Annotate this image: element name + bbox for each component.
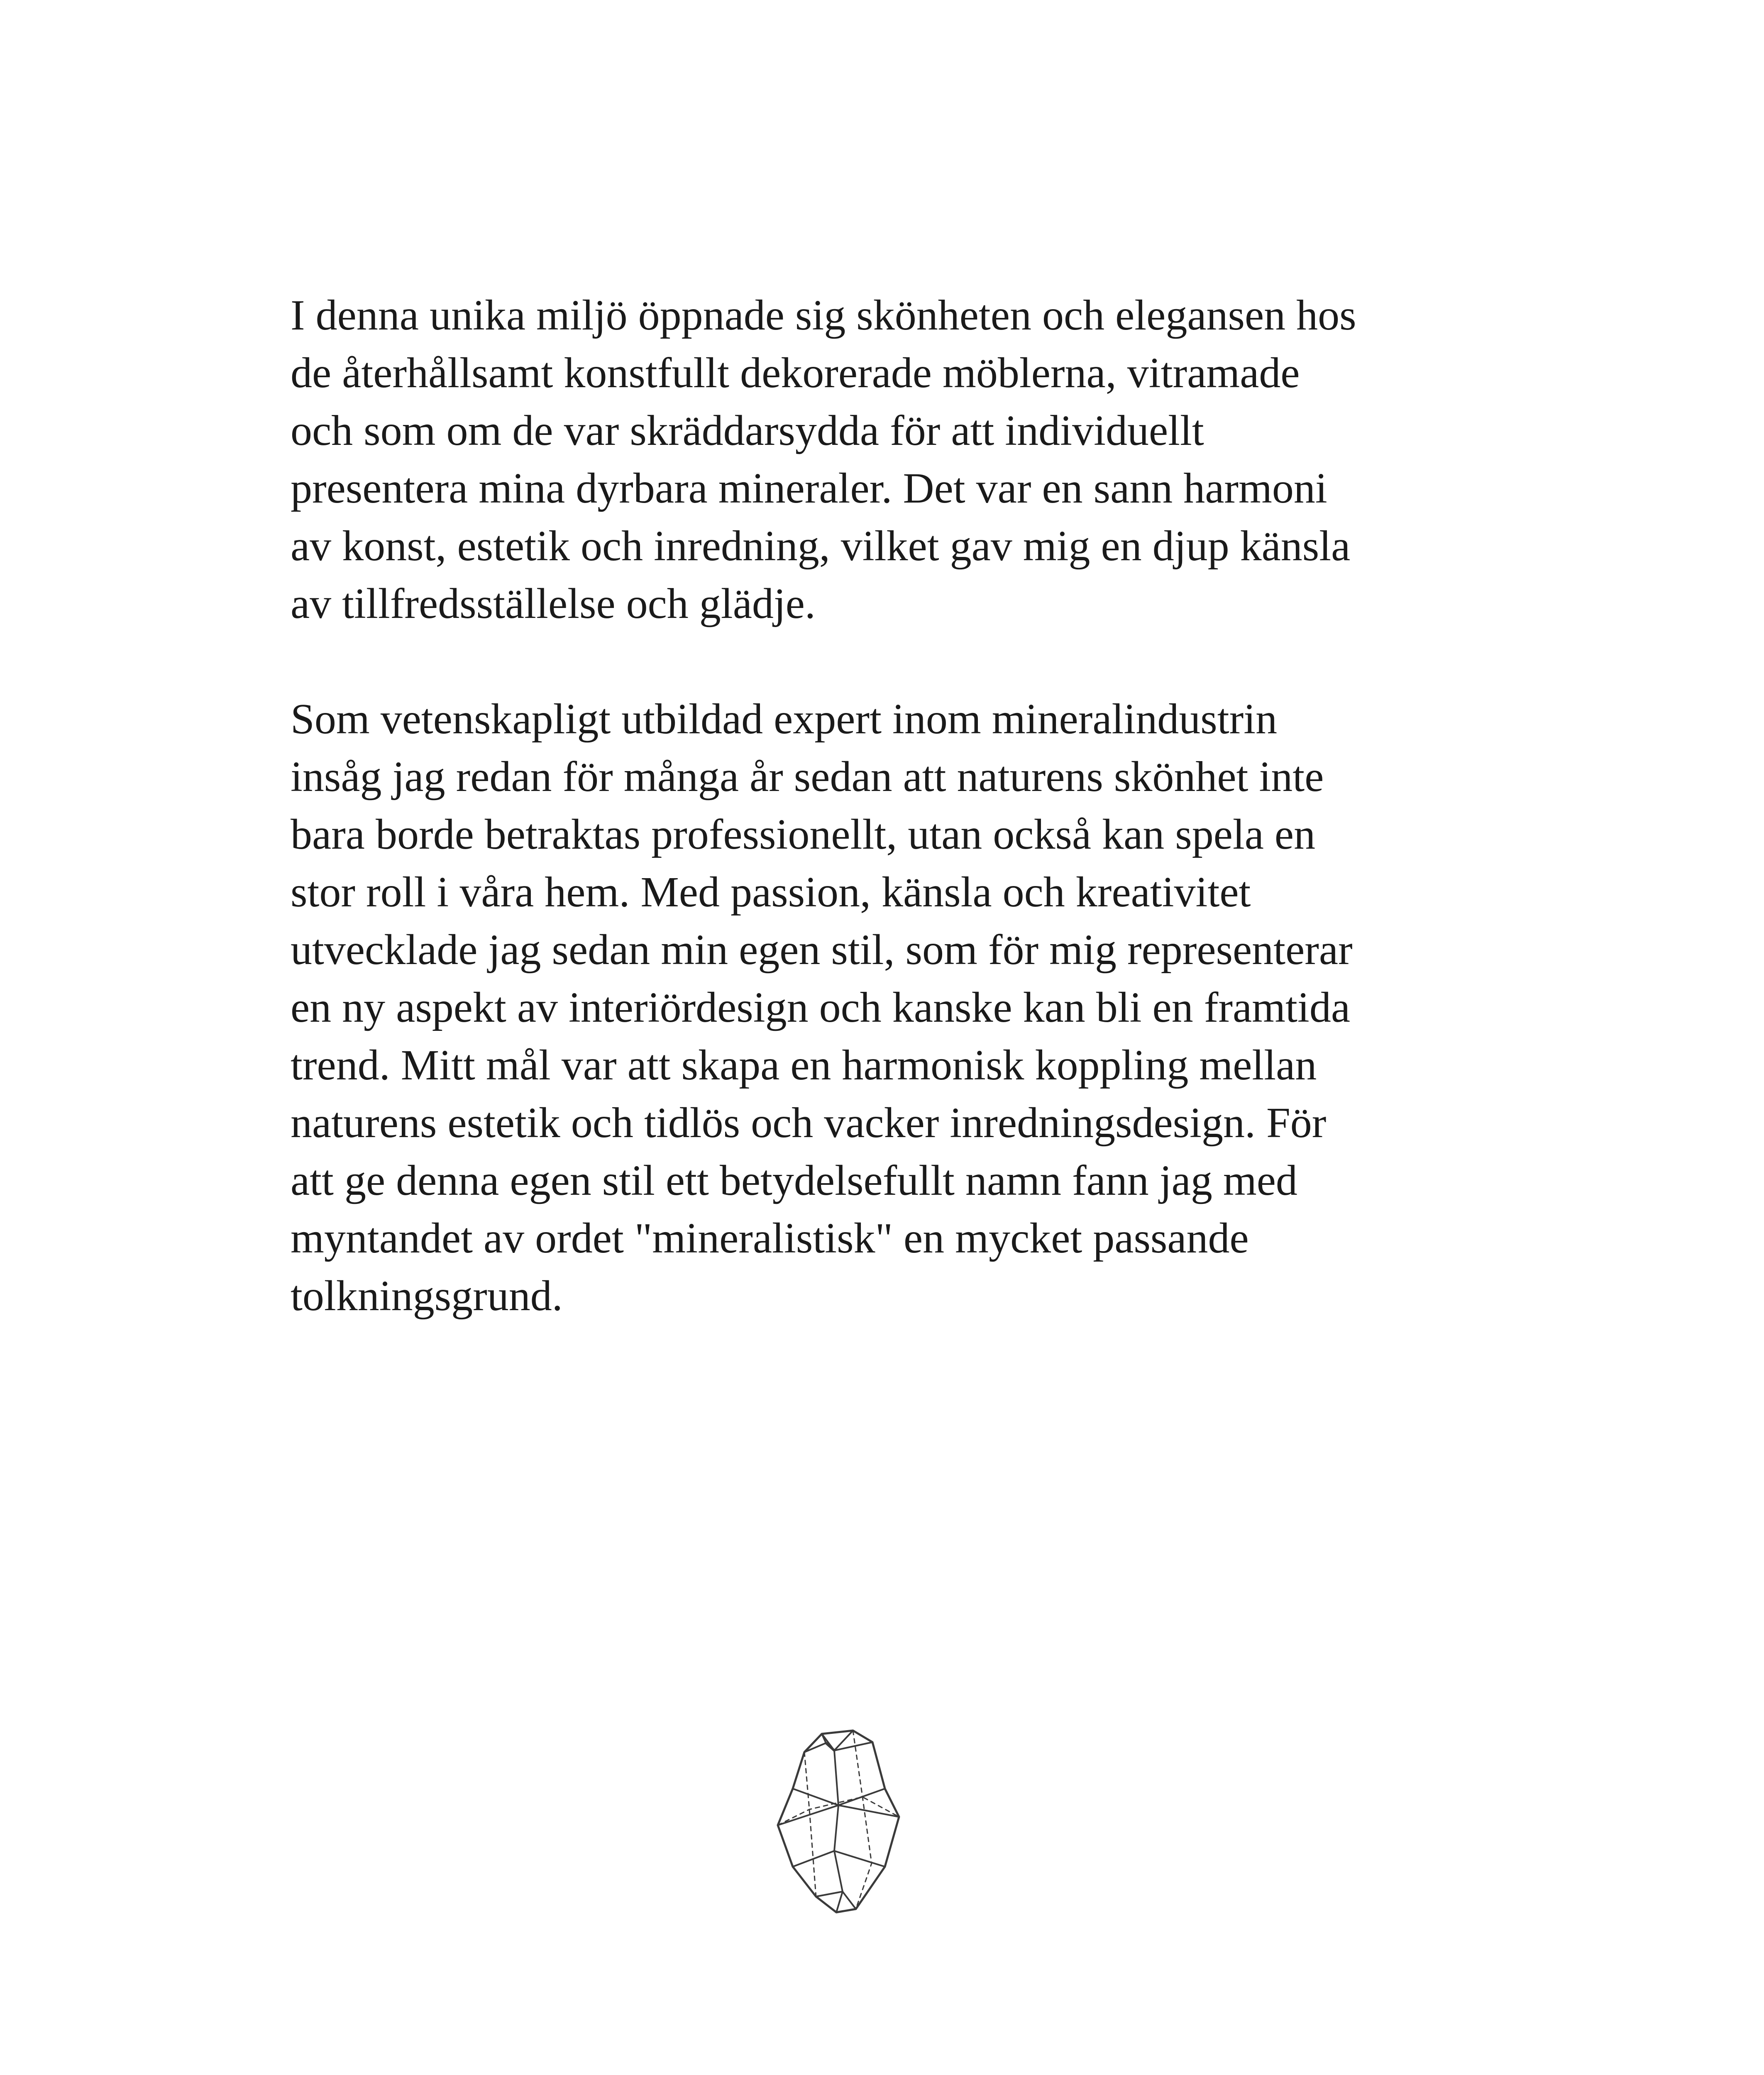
text-line: presentera mina dyrbara mineraler. Det var en sann harmoni (291, 464, 1327, 512)
text-line: att ge denna egen stil ett betydelsefullt namn fann jag med (291, 1157, 1297, 1204)
text-line: och som om de var skräddarsydda för att individuellt (291, 407, 1204, 454)
text-line: bara borde betraktas professionellt, utan också kan spela en (291, 810, 1316, 858)
text-line: tolkningsgrund. (291, 1272, 563, 1320)
text-line: Som vetenskapligt utbildad expert inom mineralindustrin (291, 695, 1278, 743)
crystal-icon (776, 1726, 901, 1917)
text-line: naturens estetik och tidlös och vacker inredningsdesign. För (291, 1099, 1327, 1147)
text-line: av konst, estetik och inredning, vilket gav mig en djup känsla (291, 522, 1351, 570)
text-line: insåg jag redan för många år sedan att naturens skönhet inte (291, 753, 1324, 801)
text-line: trend. Mitt mål var att skapa en harmonisk koppling mellan (291, 1041, 1317, 1089)
paragraph-2 (291, 690, 1420, 1325)
text-line: I denna unika miljö öppnade sig skönheten och elegansen hos (291, 291, 1356, 339)
text-line: av tillfredsställelse och glädje. (291, 580, 816, 627)
paragraph-1 (291, 286, 1420, 632)
text-line: stor roll i våra hem. Med passion, känsla och kreativitet (291, 868, 1251, 916)
crystal-outline (778, 1731, 899, 1912)
body-text (291, 286, 1420, 1325)
text-line: en ny aspekt av interiördesign och kanske kan bli en framtida (291, 984, 1350, 1031)
text-line: utvecklade jag sedan min egen stil, som för mig representerar (291, 926, 1353, 974)
text-line: myntandet av ordet "mineralistisk" en mycket passande (291, 1214, 1249, 1262)
text-line: de återhållsamt konstfullt dekorerade möblerna, vitramade (291, 349, 1300, 397)
